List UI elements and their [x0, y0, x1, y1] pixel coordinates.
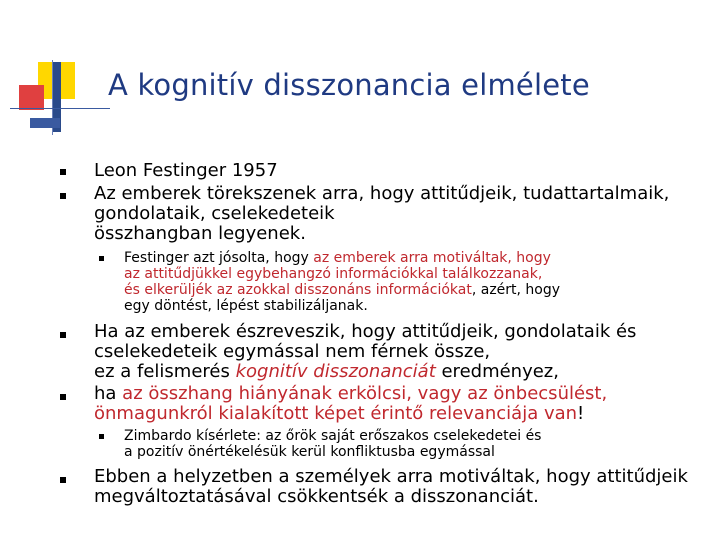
sub-bullet-marker	[99, 256, 104, 261]
decor-blue-block	[30, 118, 60, 128]
bullet-1: Leon Festinger 1957	[94, 160, 278, 181]
decor-horizontal-line	[10, 108, 110, 109]
slide-title: A kognitív disszonancia elmélete	[108, 68, 590, 102]
bullet-marker	[60, 332, 66, 338]
sub-bullet-1: Festinger azt jósolta, hogy az emberek arra motiváltak, hogy az attitűdjükkel egybehangzó információkkal találkozzanak, és elkerüljék az azokkal disszonáns információkat, azért, hogy egy döntést, lépést stabilizáljanak.	[124, 250, 561, 314]
bullet-4: ha az összhang hiányának erkölcsi, vagy az önbecsülést, önmagunkról kialakított képet érintő relevanciája van!	[94, 383, 608, 424]
bullet-5: Ebben a helyzetben a személyek arra motiváltak, hogy attitűdjeik megváltoztatásával csökkentsék a disszonanciát.	[94, 466, 688, 507]
decor-red-square	[19, 85, 44, 110]
bullet-marker	[60, 193, 66, 199]
bullet-2: Az emberek törekszenek arra, hogy attitűdjeik, tudattartalmaik, gondolataik, cselekedeteik összhangban legyenek.	[94, 183, 670, 244]
bullet-marker	[60, 169, 66, 175]
sub-bullet-2: Zimbardo kísérlete: az őrök saját erőszakos cselekedetei és a pozitív önértékelésük kerül konfliktusba egymással	[124, 428, 542, 460]
bullet-3: Ha az emberek észreveszik, hogy attitűdjeik, gondolataik és cselekedeteik egymással nem férnek össze, ez a felismerés kognitív disszonanciát eredményez,	[94, 321, 637, 382]
bullet-marker	[60, 477, 66, 483]
bullet-marker	[60, 394, 66, 400]
sub-bullet-marker	[99, 434, 104, 439]
